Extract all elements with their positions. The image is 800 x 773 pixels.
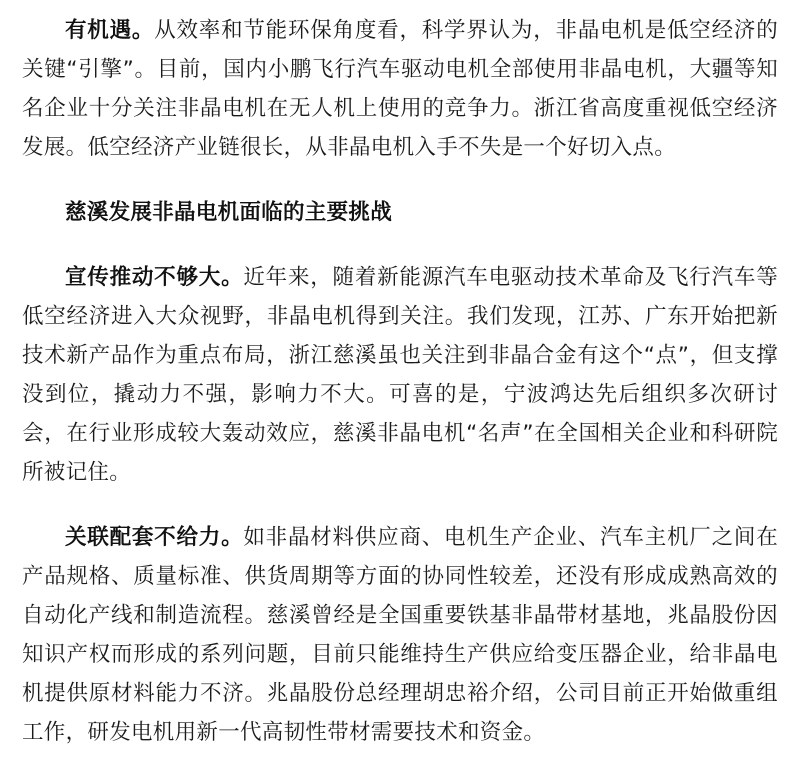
paragraph-lead: 关联配套不给力。	[65, 525, 244, 550]
paragraph-spacer	[22, 492, 778, 518]
paragraph-publicity-challenge	[22, 258, 778, 492]
paragraph-opportunity	[22, 11, 778, 167]
paragraph-body: 从效率和节能环保角度看，科学界认为，非晶电机是低空经济的关键“引擎”。目前，国内小鹏飞行汽车驱动电机全部使用非晶电机，大疆等知名企业十分关注非晶电机在无人机上使用的竞争力。浙江省高度重视低空经济发展。低空经济产业链很长，从非晶电机入手不失是一个好切入点。	[22, 18, 778, 160]
section-heading: 慈溪发展非晶电机面临的主要挑战	[65, 200, 393, 225]
paragraph-spacer	[22, 167, 778, 193]
paragraph-lead: 有机遇。	[65, 18, 155, 43]
paragraph-spacer	[22, 232, 778, 258]
paragraph-lead: 宣传推动不够大。	[65, 265, 244, 290]
paragraph-supply-chain-challenge	[22, 518, 778, 752]
paragraph-body: 如非晶材料供应商、电机生产企业、汽车主机厂之间在产品规格、质量标准、供货周期等方面的协同性较差，还没有形成成熟高效的自动化产线和制造流程。慈溪曾经是全国重要铁基非晶带材基地，兆晶股份因知识产权而形成的系列问题，目前只能维持生产供应给变压器企业，给非晶电机提供原材料能力不济。兆晶股份总经理胡忠裕介绍，公司目前正开始做重组工作，研发电机用新一代高韧性带材需要技术和资金。	[22, 525, 778, 745]
paragraph-body: 近年来，随着新能源汽车电驱动技术革命及飞行汽车等低空经济进入大众视野，非晶电机得到关注。我们发现，江苏、广东开始把新技术新产品作为重点布局，浙江慈溪虽也关注到非晶合金有这个“点”，但支撑没到位，撬动力不强，影响力不大。可喜的是，宁波鸿达先后组织多次研讨会，在行业形成较大轰动效应，慈溪非晶电机“名声”在全国相关企业和科研院所被记住。	[22, 265, 778, 485]
